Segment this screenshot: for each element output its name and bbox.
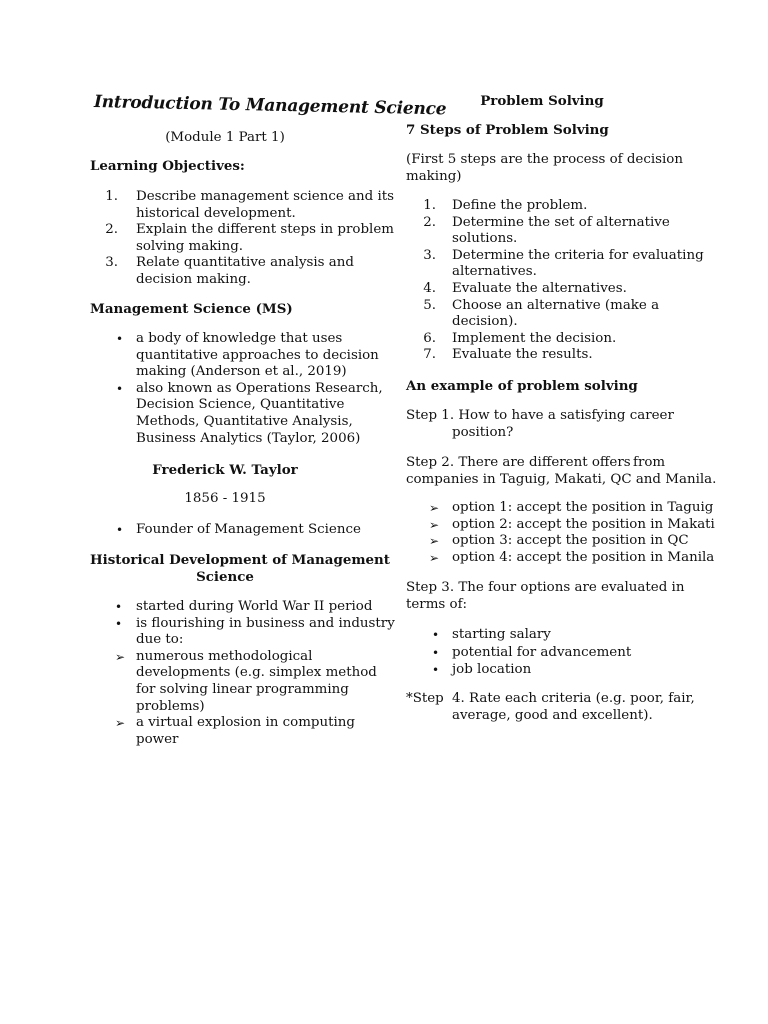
bullet-marker: • — [432, 663, 440, 678]
person-name: Frederick W. Taylor — [152, 462, 298, 478]
history-text: power — [136, 731, 179, 747]
history-item — [90, 715, 390, 748]
criteria-item — [406, 645, 706, 662]
history-item — [90, 599, 390, 616]
history-text: numerous methodological — [136, 648, 313, 664]
history-text: started during World War II period — [136, 599, 373, 614]
objective-text: decision making. — [136, 271, 251, 287]
document-title: Introduction To Management Science — [93, 92, 447, 120]
bullet-marker: • — [432, 645, 440, 660]
objective-text: historical development. — [136, 205, 296, 221]
list-number: 5. — [423, 297, 436, 313]
option-item — [406, 549, 715, 567]
bullet-marker: • — [432, 628, 440, 642]
option-text: option 3: accept the position in QC — [452, 533, 689, 549]
list-number: 1. — [105, 189, 118, 204]
list-number: 3. — [423, 247, 436, 263]
ms-bullet-text: a body of knowledge that uses — [136, 331, 343, 346]
step-item — [406, 248, 706, 281]
step-item — [406, 347, 706, 364]
objective-text: Describe management science and its — [136, 189, 394, 204]
steps-heading: 7 Steps of Problem Solving — [406, 122, 609, 138]
option-item — [406, 533, 706, 550]
step-text: Evaluate the alternatives. — [452, 281, 627, 296]
list-number: 1. — [423, 198, 436, 213]
option-item — [406, 516, 715, 534]
arrow-bullet-icon: ➢ — [429, 501, 440, 515]
ms-bullet-text: quantitative approaches to decision — [136, 347, 379, 363]
bullet-marker: • — [115, 616, 123, 631]
option-text: option 2: accept the position in Makati — [452, 516, 715, 532]
step4-line-1: 4. Rate each criteria (e.g. poor, fair, — [452, 691, 695, 706]
step-item — [406, 281, 706, 298]
objective-item — [90, 189, 394, 222]
step1-line-1: Step 1. How to have a satisfying career — [406, 408, 674, 423]
step4-label: *Step — [406, 691, 444, 706]
bullet-marker: • — [115, 600, 123, 614]
history-text: a virtual explosion in computing — [136, 715, 355, 731]
arrow-bullet-icon: ➢ — [115, 716, 126, 731]
bullet-marker: • — [116, 381, 124, 396]
list-number: 2. — [105, 222, 118, 238]
list-number: 4. — [423, 281, 436, 296]
step-text: Define the problem. — [452, 198, 588, 213]
arrow-bullet-icon: ➢ — [429, 534, 440, 549]
history-item — [90, 649, 390, 715]
step3-line-1: Step 3. The four options are evaluated in — [406, 580, 685, 595]
step-item — [406, 198, 706, 215]
step-text: alternatives. — [452, 264, 537, 280]
history-text: for solving linear programming — [136, 681, 349, 697]
criteria-item — [406, 662, 706, 679]
arrow-bullet-icon: ➢ — [115, 649, 126, 664]
objective-text: Explain the different steps in problem — [136, 222, 394, 238]
step-text: Choose an alternative (make a — [452, 297, 660, 313]
list-number: 7. — [423, 347, 436, 363]
history-heading-line-2: Science — [196, 569, 254, 585]
step-text: solutions. — [452, 231, 518, 247]
criteria-item — [406, 627, 706, 644]
step2-line-1a: Step 2. There are different offers — [406, 455, 631, 470]
bullet-marker: • — [116, 523, 124, 537]
criteria-text: potential for advancement — [452, 644, 632, 660]
list-number: 6. — [423, 330, 436, 346]
person-years: 1856 - 1915 — [184, 491, 266, 506]
list-number: 2. — [423, 214, 436, 230]
step1-line-2: position? — [452, 425, 514, 440]
module-label: (Module 1 Part 1) — [165, 130, 285, 145]
history-heading-line-1: Historical Development of Management — [90, 552, 390, 568]
step2-line-2: companies in Taguig, Makati, QC and Manila. — [406, 472, 717, 487]
step-item — [406, 215, 706, 248]
arrow-bullet-icon: ➢ — [429, 550, 440, 565]
objectives-heading: Learning Objectives: — [90, 158, 245, 174]
step4-line-2: average, good and excellent). — [452, 708, 653, 723]
person-bullet-text: Founder of Management Science — [136, 522, 361, 537]
criteria-text: starting salary — [452, 627, 551, 642]
objective-item — [90, 222, 394, 255]
option-text: option 4: accept the position in Manila — [452, 549, 715, 565]
objective-item — [90, 255, 390, 288]
ms-heading: Management Science (MS) — [90, 301, 293, 317]
history-text: problems) — [136, 698, 205, 714]
arrow-bullet-icon: ➢ — [429, 517, 440, 532]
ms-bullet-text: Business Analytics (Taylor, 2006) — [136, 430, 361, 446]
list-number: 3. — [105, 255, 118, 271]
objective-text: Relate quantitative analysis and — [136, 255, 354, 271]
ms-bullet-text: also known as Operations Research, — [136, 380, 383, 396]
step3-line-2: terms of: — [406, 597, 468, 612]
step-text: Evaluate the results. — [452, 347, 593, 363]
criteria-text: job location — [452, 662, 532, 678]
step-text: Determine the criteria for evaluating — [452, 247, 704, 263]
history-text: developments (e.g. simplex method — [136, 665, 377, 681]
option-item — [406, 500, 714, 517]
history-item — [90, 615, 395, 649]
option-text: option 1: accept the position in Taguig — [452, 500, 714, 515]
steps-note-line-1: (First 5 steps are the process of decision — [406, 152, 683, 167]
bullet-marker: • — [116, 332, 124, 346]
steps-note-line-2: making) — [406, 169, 462, 184]
problem-solving-heading: Problem Solving — [480, 93, 604, 109]
ms-bullet-text: Decision Science, Quantitative — [136, 397, 345, 413]
step-text: decision). — [452, 314, 518, 330]
step2-line-1b: from — [633, 455, 666, 470]
step-item — [406, 298, 706, 331]
ms-bullet-text: making (Anderson et al., 2019) — [136, 364, 347, 380]
ms-bullet-item — [90, 381, 390, 447]
step-text: Determine the set of alternative — [452, 214, 670, 230]
ms-bullet-text: Methods, Quantitative Analysis, — [136, 413, 353, 429]
objective-text: solving making. — [136, 238, 244, 254]
example-heading: An example of problem solving — [406, 378, 638, 394]
history-text: is flourishing in business and industry — [136, 615, 395, 631]
history-text: due to: — [136, 632, 184, 648]
ms-bullet-item — [90, 331, 390, 381]
step-text: Implement the decision. — [452, 330, 617, 346]
step-item — [406, 331, 706, 348]
